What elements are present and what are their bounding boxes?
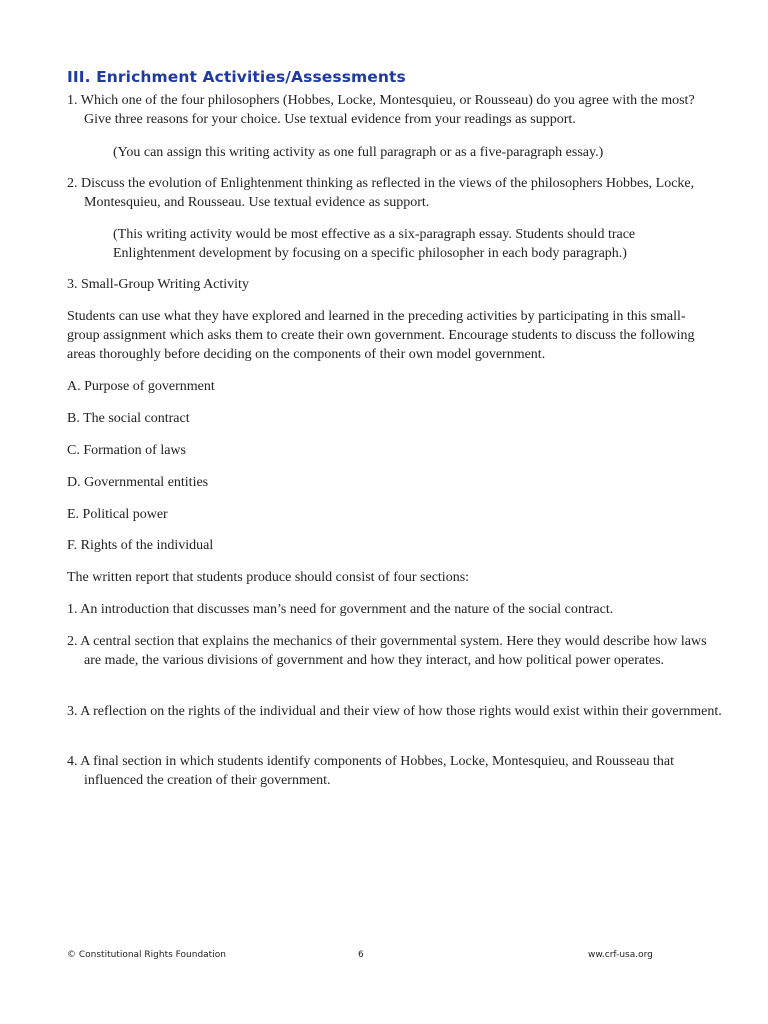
report-section: 4. A final section in which students identify components of Hobbes, Locke, Montesquieu, and Rousseau that influenced the creation of their government. — [67, 754, 674, 788]
footer-copyright: © Constitutional Rights Foundation — [67, 950, 226, 960]
area-item: B. The social contract — [67, 411, 190, 426]
area-item: E. Political power — [67, 507, 168, 522]
section-heading: III. Enrichment Activities/Assessments — [67, 68, 406, 86]
report-section: 2. A central section that explains the mechanics of their governmental system. Here they would describe how laws are made, the various divisions of government and how they interact, and how political power operates. — [67, 634, 707, 668]
area-item: F. Rights of the individual — [67, 538, 214, 553]
question-2: 2. Discuss the evolution of Enlightenment thinking as reflected in the views of the philosophers Hobbes, Locke, Montesquieu, and Rousseau. Use textual evidence as support. — [67, 176, 695, 210]
area-item: A. Purpose of government — [67, 379, 215, 394]
footer-website: ww.crf-usa.org — [588, 950, 653, 960]
question-2-note: (This writing activity would be most effective as a six-paragraph essay. Students should trace Enlightenment development by focusing on a specific philosopher in each body paragraph.) — [113, 227, 636, 261]
report-section: 1. An introduction that discusses man’s need for government and the nature of the social contract. — [67, 602, 614, 617]
question-3-title: 3. Small-Group Writing Activity — [67, 277, 249, 292]
question-1-note: (You can assign this writing activity as one full paragraph or as a five-paragraph essay.) — [113, 145, 604, 160]
area-item: C. Formation of laws — [67, 443, 186, 458]
footer-page-number: 6 — [358, 950, 364, 960]
area-item: D. Governmental entities — [67, 475, 209, 490]
report-section: 3. A reflection on the rights of the individual and their view of how those rights would exist within their government. — [67, 704, 722, 719]
question-3-intro: Students can use what they have explored and learned in the preceding activities by participating in this small-group assignment which asks them to create their own government. Encourage students to discuss the following areas thoroughly before deciding on the components of their own model government. — [67, 309, 695, 362]
report-intro: The written report that students produce should consist of four sections: — [67, 570, 470, 585]
question-1: 1. Which one of the four philosophers (Hobbes, Locke, Montesquieu, or Rousseau) do you agree with the most? Give three reasons for your choice. Use textual evidence from your readings as support. — [67, 93, 695, 127]
